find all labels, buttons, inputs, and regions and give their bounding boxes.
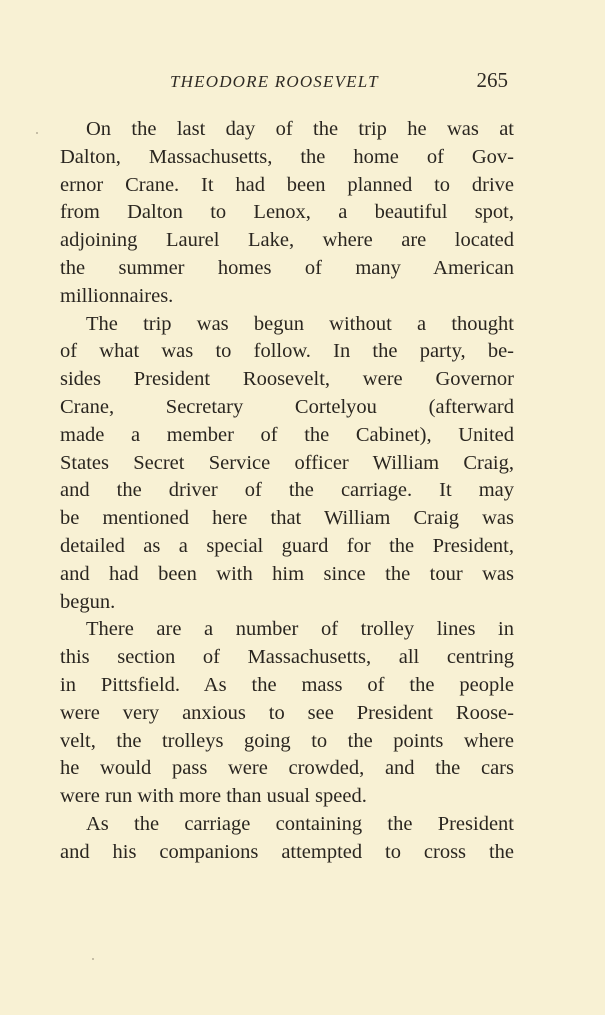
text-line: millionnaires. (60, 284, 174, 307)
text-line: ernor Crane. It had been planned to drive (60, 173, 514, 196)
paper-speck (92, 958, 94, 960)
text-line: Crane, Secretary Cortelyou (afterward (60, 395, 514, 418)
text-line: this section of Massachusetts, all centring (60, 646, 514, 669)
running-head (62, 68, 514, 98)
text-line: he would pass were crowded, and the cars (60, 757, 514, 780)
text-line: sides President Roosevelt, were Governor (60, 368, 514, 391)
text-line: The trip was begun without a thought (86, 312, 514, 335)
text-line: made a member of the Cabinet), United (60, 423, 514, 446)
text-line: the summer homes of many American (60, 256, 514, 279)
text-line: and his companions attempted to cross the (60, 840, 514, 863)
text-line: Dalton, Massachusetts, the home of Gov- (60, 145, 514, 168)
text-line: On the last day of the trip he was at (86, 118, 514, 140)
text-line: velt, the trolleys going to the points where (60, 729, 514, 752)
text-line: As the carriage containing the President (86, 812, 514, 835)
text-line: There are a number of trolley lines in (86, 618, 514, 641)
text-line: begun. (60, 590, 116, 613)
text-line: in Pittsfield. As the mass of the people (60, 673, 514, 696)
body-text (60, 116, 514, 867)
text-line: and had been with him since the tour was (60, 562, 514, 585)
text-line: detailed as a special guard for the President, (60, 534, 514, 557)
text-line: from Dalton to Lenox, a beautiful spot, (60, 201, 514, 224)
text-line: were run with more than usual speed. (60, 785, 367, 808)
text-line: adjoining Laurel Lake, where are located (60, 229, 514, 252)
text-line: States Secret Service officer William Craig, (60, 451, 514, 474)
text-line: of what was to follow. In the party, be- (60, 340, 514, 363)
text-line: be mentioned here that William Craig was (60, 507, 514, 530)
text-line: were very anxious to see President Roose- (60, 701, 514, 724)
running-title: THEODORE ROOSEVELT (170, 72, 379, 91)
text-line: and the driver of the carriage. It may (60, 479, 514, 502)
page-number: 265 (476, 68, 508, 92)
paper-speck (36, 132, 38, 134)
